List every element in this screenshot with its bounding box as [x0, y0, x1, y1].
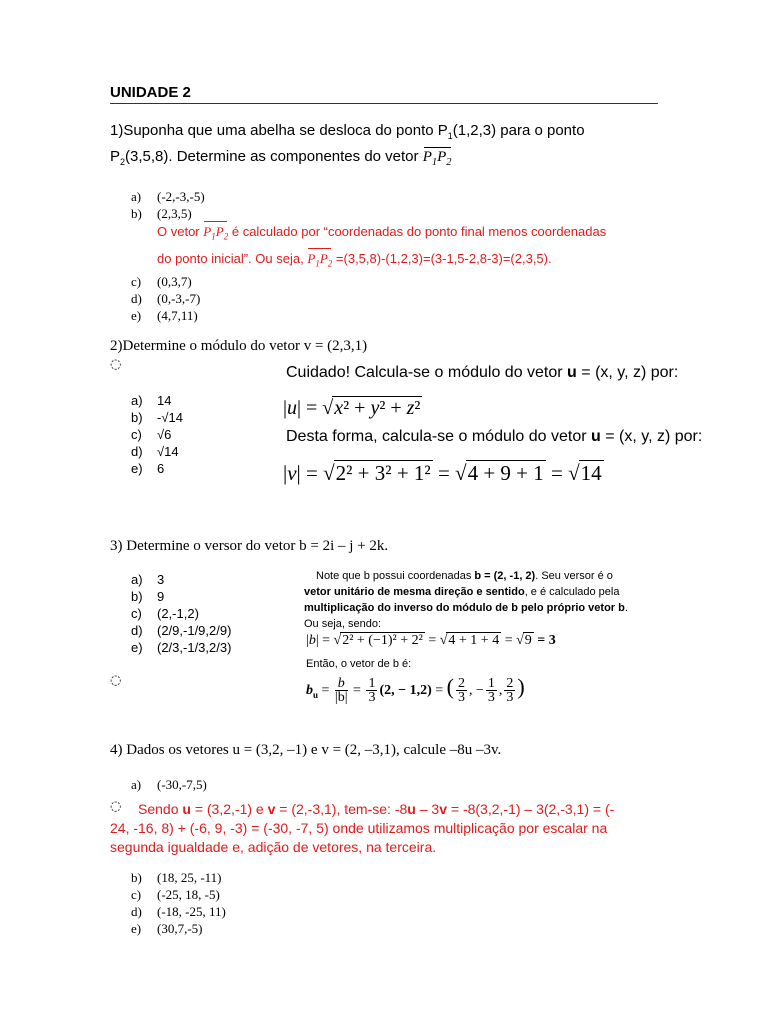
- q2-note-1: Cuidado! Calcula-se o módulo do vetor u = (x, y, z) por:: [286, 364, 679, 381]
- question-3-text: 3) Determine o versor do vetor b = 2i – j + 2k.: [110, 538, 389, 554]
- q2-option-e[interactable]: e) 6: [131, 461, 165, 476]
- q3-note: Note que b possui coordenadas b = (2, -1, 2). Seu versor é o vetor unitário de mesma direção e sentido, e é calculado pela multiplicação do inverso do módulo de b pelo próprio vetor b. Ou seja, sendo:: [304, 570, 628, 630]
- q3-formula-norm: |b| = √2² + (−1)² + 2² = √4 + 1 + 4 = √9 = 3: [306, 633, 556, 648]
- q4-option-d[interactable]: d) (-18, -25, 11): [131, 904, 226, 919]
- q2-option-d[interactable]: d) √14: [131, 444, 179, 459]
- q4-option-c[interactable]: c) (-25, 18, -5): [131, 887, 220, 902]
- title-divider: [110, 103, 658, 104]
- q3-option-c[interactable]: c) (2,-1,2): [131, 606, 199, 621]
- q2-options: [131, 392, 183, 477]
- q3-option-b[interactable]: b) 9: [131, 589, 165, 604]
- loading-spinner-icon: ◌: [110, 673, 122, 688]
- q1-option-c[interactable]: c) (0,3,7): [131, 274, 192, 289]
- loading-spinner-icon: ◌: [110, 357, 122, 372]
- q4-option-e[interactable]: e) (30,7,-5): [131, 921, 203, 936]
- q3-explanation-image: [300, 564, 660, 714]
- q1-options-cde: [131, 273, 200, 324]
- q1-option-e[interactable]: e) (4,7,11): [131, 308, 198, 323]
- q3-option-e[interactable]: e) (2/3,-1/3,2/3): [131, 640, 232, 655]
- q3-option-a[interactable]: a) 3: [131, 572, 165, 587]
- q2-note-2: Desta forma, calcula-se o módulo do vetor u = (x, y, z) por:: [286, 428, 703, 445]
- question-2-text: 2)Determine o módulo do vetor v = (2,3,1): [110, 338, 368, 354]
- q1-option-d[interactable]: d) (0,-3,-7): [131, 291, 201, 306]
- loading-spinner-icon: ◌: [110, 799, 122, 814]
- q1-options-ab: [131, 188, 205, 222]
- q3-formula-versor: $b_u$ = $\frac{b}{|b|}$ = $\frac{1}{3}$ (2, − 1,2) = ( $\frac{2}{3}$ , − $\frac{1}{3}$ , $\frac{2}{3}$ ): [306, 674, 525, 706]
- q4-options: [131, 869, 226, 937]
- page-title: UNIDADE 2: [110, 84, 191, 101]
- vector-p1p2: $P_1P_2$: [423, 146, 452, 172]
- q2-option-a[interactable]: a) 14: [131, 393, 172, 408]
- question-1-text: 1)Suponha que uma abelha se desloca do ponto $P_1(1,2,3)$ para o ponto $P_2(3,5,8)$. Determine as componentes do vetor $P_1P_2$: [110, 121, 585, 172]
- q2-formula-1: |u| = √x² + y² + z²: [283, 397, 421, 419]
- q3-note-then: Então, o vetor de b é:: [306, 658, 412, 670]
- q1-answer-explanation: O vetor $P_1P_2$ é calculado por “coordenadas do ponto final menos coordenadas do ponto inicial”. Ou seja, $P_1P_2 =(3,5,8)-(1,2,3)=(3-1,5-2,8-3)=(2,3,5)$.: [157, 220, 606, 273]
- q2-option-c[interactable]: c) √6: [131, 427, 172, 442]
- q3-options: [131, 571, 231, 656]
- q4-option-b[interactable]: b) (18, 25, -11): [131, 870, 222, 885]
- q3-option-d[interactable]: d) (2/9,-1/9,2/9): [131, 623, 232, 638]
- q1-option-b[interactable]: b) (2,3,5): [131, 206, 192, 221]
- q2-option-b[interactable]: b) -√14: [131, 410, 183, 425]
- q2-formula-2: |v| = √2² + 3² + 1² = √4 + 9 + 1 = √14: [283, 461, 602, 485]
- q1-option-a[interactable]: a) (-2,-3,-5): [131, 189, 205, 204]
- q2-explanation-image: [281, 358, 703, 496]
- q4-answer-explanation: Sendo u = (3,2,-1) e v = (2,-3,1), tem-se: -8u – 3v = -8(3,2,-1) – 3(2,-3,1) = (- 24, -16, 8) + (-6, 9, -3) = (-30, -7, 5) onde utilizamos multiplicação por escalar na segunda igualdade e, adição de vetores, na terceira.: [110, 801, 615, 855]
- q4-option-a[interactable]: a) (-30,-7,5): [131, 777, 207, 792]
- question-4-text: 4) Dados os vetores u = (3,2, –1) e v = (2, –3,1), calcule –8u –3v.: [110, 742, 502, 758]
